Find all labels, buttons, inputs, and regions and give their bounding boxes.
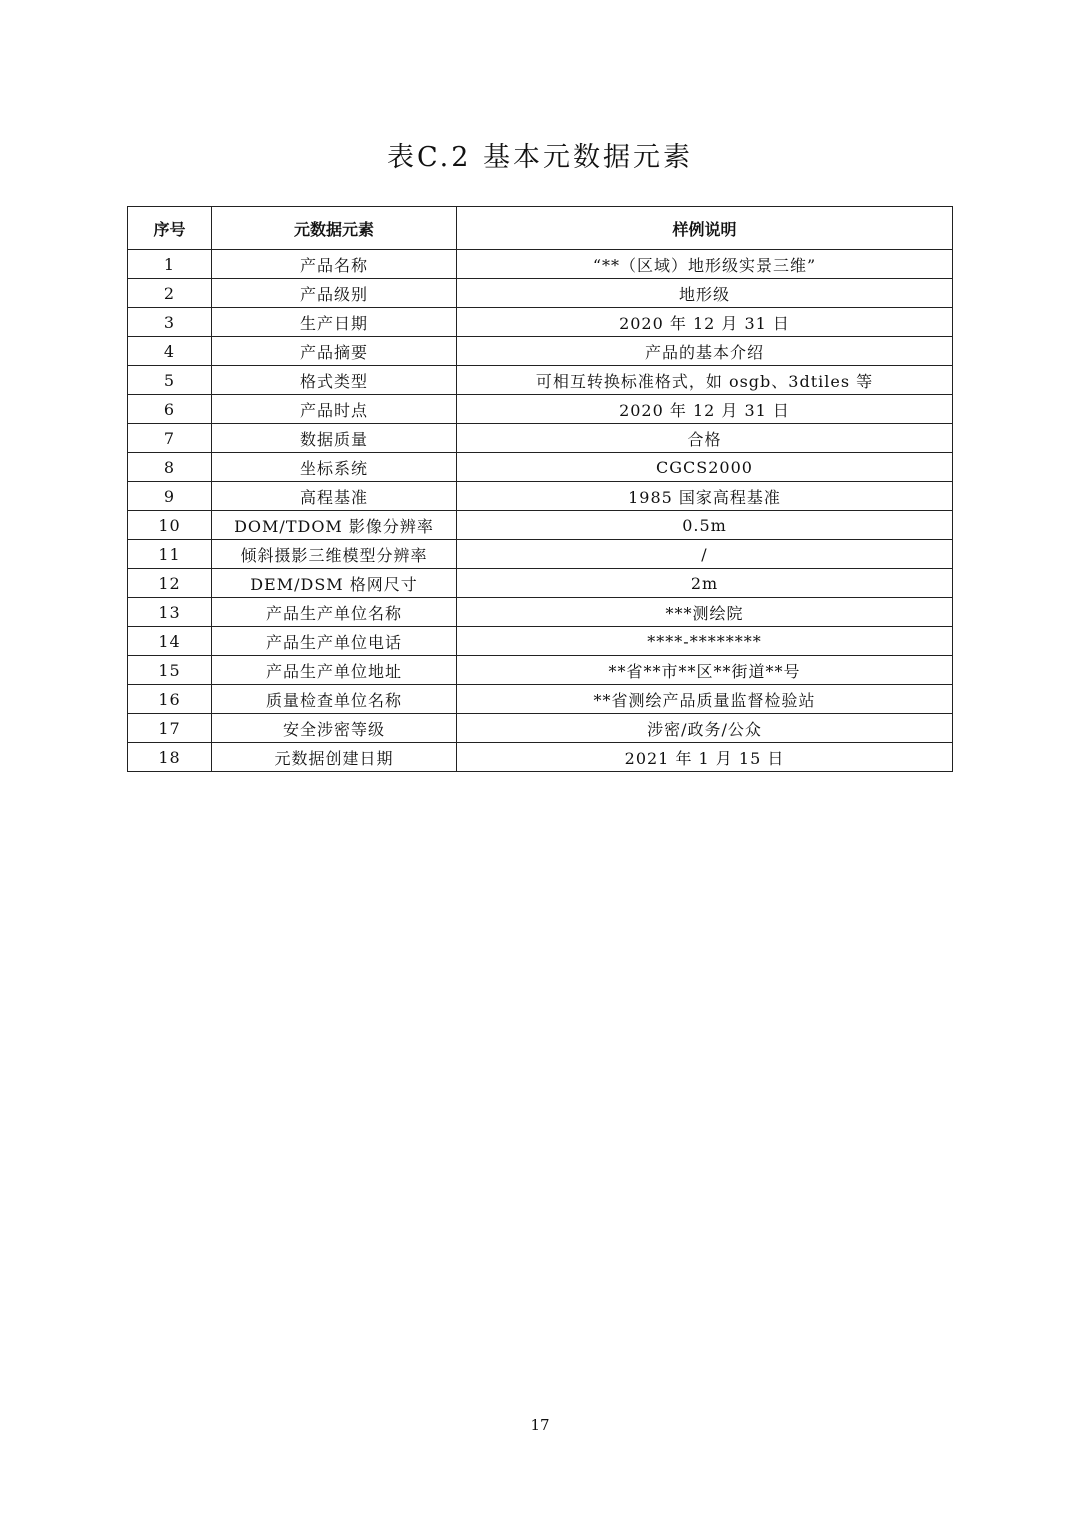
cell-serial-number: 11 xyxy=(128,540,212,569)
cell-serial-number: 9 xyxy=(128,482,212,511)
table-row xyxy=(128,250,953,279)
table-row xyxy=(128,598,953,627)
cell-serial-number: 6 xyxy=(128,395,212,424)
cell-serial-number: 4 xyxy=(128,337,212,366)
cell-serial-number: 10 xyxy=(128,511,212,540)
cell-example-description: 2m xyxy=(457,569,953,598)
cell-example-description: CGCS2000 xyxy=(457,453,953,482)
cell-metadata-element: 产品时点 xyxy=(212,395,457,424)
table-row xyxy=(128,337,953,366)
cell-example-description: ***测绘院 xyxy=(457,598,953,627)
cell-metadata-element: DOM/TDOM 影像分辨率 xyxy=(212,511,457,540)
cell-example-description: 2020 年 12 月 31 日 xyxy=(457,308,953,337)
cell-metadata-element: 数据质量 xyxy=(212,424,457,453)
table-row xyxy=(128,279,953,308)
cell-serial-number: 8 xyxy=(128,453,212,482)
cell-metadata-element: 产品生产单位地址 xyxy=(212,656,457,685)
table-title: 表C.2 基本元数据元素 xyxy=(386,142,694,173)
cell-serial-number: 17 xyxy=(128,714,212,743)
cell-serial-number: 15 xyxy=(128,656,212,685)
cell-example-description: “**（区域）地形级实景三维” xyxy=(457,250,953,279)
metadata-table xyxy=(127,206,953,772)
cell-serial-number: 7 xyxy=(128,424,212,453)
cell-metadata-element: 产品生产单位名称 xyxy=(212,598,457,627)
table-row xyxy=(128,366,953,395)
cell-metadata-element: 产品摘要 xyxy=(212,337,457,366)
cell-metadata-element: 元数据创建日期 xyxy=(212,743,457,772)
cell-serial-number: 14 xyxy=(128,627,212,656)
cell-metadata-element: 产品级别 xyxy=(212,279,457,308)
table-header-row xyxy=(128,207,953,250)
cell-metadata-element: 生产日期 xyxy=(212,308,457,337)
cell-example-description: 0.5m xyxy=(457,511,953,540)
table-row xyxy=(128,714,953,743)
header-metadata-element: 元数据元素 xyxy=(212,207,457,250)
cell-example-description: 合格 xyxy=(457,424,953,453)
cell-metadata-element: 产品生产单位电话 xyxy=(212,627,457,656)
cell-example-description: 地形级 xyxy=(457,279,953,308)
table-row xyxy=(128,540,953,569)
table-row xyxy=(128,308,953,337)
cell-serial-number: 2 xyxy=(128,279,212,308)
cell-metadata-element: DEM/DSM 格网尺寸 xyxy=(212,569,457,598)
cell-serial-number: 18 xyxy=(128,743,212,772)
table-row xyxy=(128,627,953,656)
cell-serial-number: 5 xyxy=(128,366,212,395)
cell-serial-number: 12 xyxy=(128,569,212,598)
table-row xyxy=(128,482,953,511)
cell-example-description: / xyxy=(457,540,953,569)
cell-metadata-element: 质量检查单位名称 xyxy=(212,685,457,714)
cell-example-description: 1985 国家高程基准 xyxy=(457,482,953,511)
table-row xyxy=(128,511,953,540)
table-row xyxy=(128,395,953,424)
cell-serial-number: 16 xyxy=(128,685,212,714)
cell-example-description: 2020 年 12 月 31 日 xyxy=(457,395,953,424)
cell-serial-number: 13 xyxy=(128,598,212,627)
header-serial-number: 序号 xyxy=(128,207,212,250)
cell-metadata-element: 倾斜摄影三维模型分辨率 xyxy=(212,540,457,569)
cell-metadata-element: 安全涉密等级 xyxy=(212,714,457,743)
cell-example-description: 产品的基本介绍 xyxy=(457,337,953,366)
table-row xyxy=(128,569,953,598)
header-example-description: 样例说明 xyxy=(457,207,953,250)
page-number: 17 xyxy=(530,1416,550,1434)
cell-example-description: ****-******** xyxy=(457,627,953,656)
cell-serial-number: 3 xyxy=(128,308,212,337)
cell-metadata-element: 高程基准 xyxy=(212,482,457,511)
cell-example-description: **省测绘产品质量监督检验站 xyxy=(457,685,953,714)
cell-metadata-element: 坐标系统 xyxy=(212,453,457,482)
cell-example-description: **省**市**区**街道**号 xyxy=(457,656,953,685)
table-row xyxy=(128,656,953,685)
cell-example-description: 可相互转换标准格式，如 osgb、3dtiles 等 xyxy=(457,366,953,395)
cell-example-description: 2021 年 1 月 15 日 xyxy=(457,743,953,772)
table-row xyxy=(128,453,953,482)
table-row xyxy=(128,743,953,772)
table-body xyxy=(128,250,953,772)
cell-metadata-element: 产品名称 xyxy=(212,250,457,279)
table-row xyxy=(128,685,953,714)
table-row xyxy=(128,424,953,453)
cell-serial-number: 1 xyxy=(128,250,212,279)
cell-example-description: 涉密/政务/公众 xyxy=(457,714,953,743)
cell-metadata-element: 格式类型 xyxy=(212,366,457,395)
